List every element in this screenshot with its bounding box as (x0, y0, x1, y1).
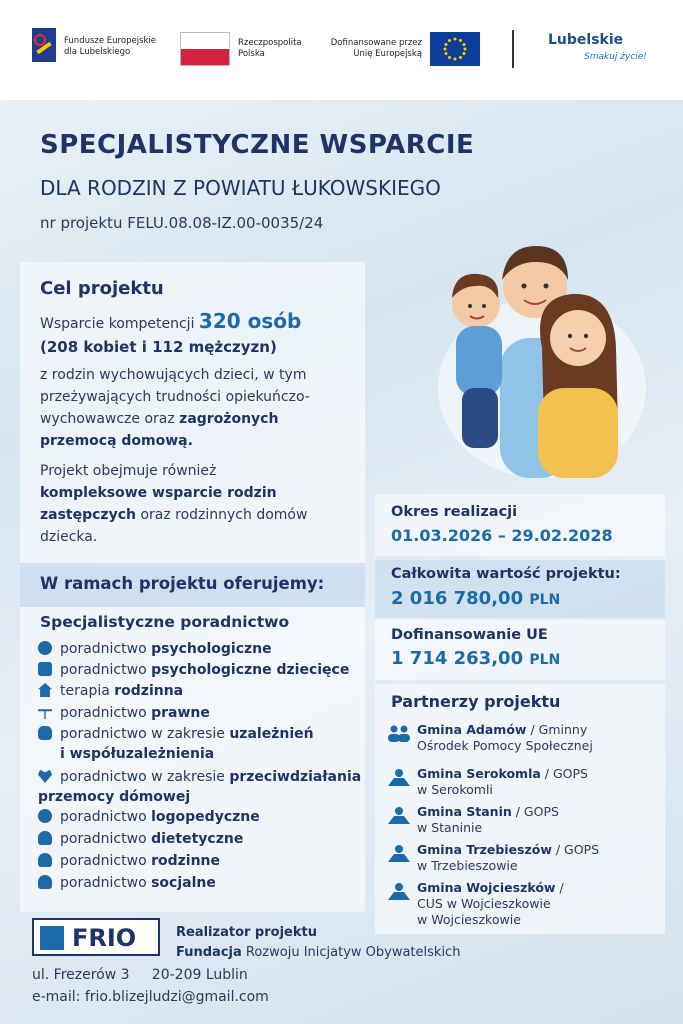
footer-email: e-mail: frio.blizejludzi@gmail.com (32, 989, 269, 1005)
page-subtitle: DLA RODZIN Z POWIATU ŁUKOWSKIEGO (40, 176, 441, 200)
eu-logo-text: Dofinansowane przez Unię Europejską (330, 38, 422, 59)
handshake-icon (388, 882, 410, 900)
goal-count-line: Wsparcie kompetencji 320 osób (40, 309, 302, 333)
fe-logo-icon (32, 28, 56, 62)
hands-icon (38, 726, 52, 740)
realizator-label: Realizator projektu (176, 925, 317, 940)
heart-icon (38, 641, 52, 655)
lubelskie-slogan: Smakuj życie! (584, 52, 647, 62)
eu-label: Dofinansowanie UE (391, 627, 548, 643)
handshake-icon (388, 768, 410, 786)
chat-icon (38, 662, 52, 676)
service-prawne: poradnictwo prawne (38, 703, 210, 723)
eu-flag-icon (430, 32, 480, 66)
service-przeciwdzialanie-przemocy: poradnictwo w zakresie przeciwdziałania przemocy dómowej (38, 769, 362, 805)
user-icon (38, 875, 52, 889)
service-rodzinne: poradnictwo rodzinne (38, 851, 220, 871)
period-label: Okres realizacji (391, 504, 518, 520)
user-icon (38, 853, 52, 867)
goal-extended: Projekt obejmuje również kompleksowe wsparcie rodzin zastępczych oraz rodzinnych domów dziecka. (40, 463, 308, 545)
logo-divider (512, 30, 514, 68)
service-psychologiczne-dzieciece: poradnictwo psychologiczne dziecięce (38, 660, 349, 680)
pl-logo-text: Rzeczpospolita Polska (238, 38, 302, 59)
service-socjalne: poradnictwo socjalne (38, 873, 216, 893)
fe-logo-text: Fundusze Europejskie dla Lubelskiego (64, 36, 156, 57)
service-logopedyczne: poradnictwo logopedyczne (38, 807, 260, 827)
service-terapia-rodzinna: terapia rodzinna (38, 681, 183, 701)
service-uzaleznienia: poradnictwo w zakresie uzależnień i współuzależnienia (38, 724, 314, 764)
lubelskie-logo: Lubelskie (548, 32, 624, 48)
service-psychologiczne: poradnictwo psychologiczne (38, 639, 272, 659)
logo-bar (0, 0, 683, 100)
project-number: nr projektu FELU.08.08-IZ.00-0035/24 (40, 214, 324, 232)
heart-hand-icon (38, 769, 52, 783)
scales-icon (38, 705, 52, 719)
total-value: 2 016 780,00 PLN (391, 588, 561, 609)
page-title: SPECJALISTYCZNE WSPARCIE (40, 130, 475, 160)
people-icon (388, 724, 410, 742)
realizator-org: Fundacja Rozwoju Inicjatyw Obywatelskich (176, 945, 461, 960)
handshake-icon (388, 806, 410, 824)
speech-icon (38, 809, 52, 823)
service-dietetyczne: poradnictwo dietetyczne (38, 829, 243, 849)
handshake-icon (388, 844, 410, 862)
offer-subheading: Specjalistyczne poradnictwo (40, 613, 290, 631)
offer-heading: W ramach projektu oferujemy: (40, 574, 325, 593)
poland-flag-icon (180, 32, 230, 66)
goal-heading: Cel projektu (40, 278, 164, 299)
partners-heading: Partnerzy projektu (391, 692, 561, 711)
period-value: 01.03.2026 – 29.02.2028 (391, 526, 613, 545)
goal-description: z rodzin wychowujących dzieci, w tym przeżywających trudności opiekuńczo- wychowawcze oraz zagrożonych przemocą domową. (40, 367, 310, 449)
frio-logo-icon (40, 926, 64, 950)
person-icon (38, 831, 52, 845)
eu-value: 1 714 263,00 PLN (391, 648, 561, 669)
frio-logo: FRIO (32, 918, 160, 956)
goal-breakdown: (208 kobiet i 112 mężczyzn) (40, 338, 277, 356)
house-icon (38, 683, 52, 697)
footer-address: ul. Frezerów 3 20-209 Lublin (32, 967, 248, 983)
total-label: Całkowita wartość projektu: (391, 566, 621, 582)
family-illustration (432, 228, 646, 478)
